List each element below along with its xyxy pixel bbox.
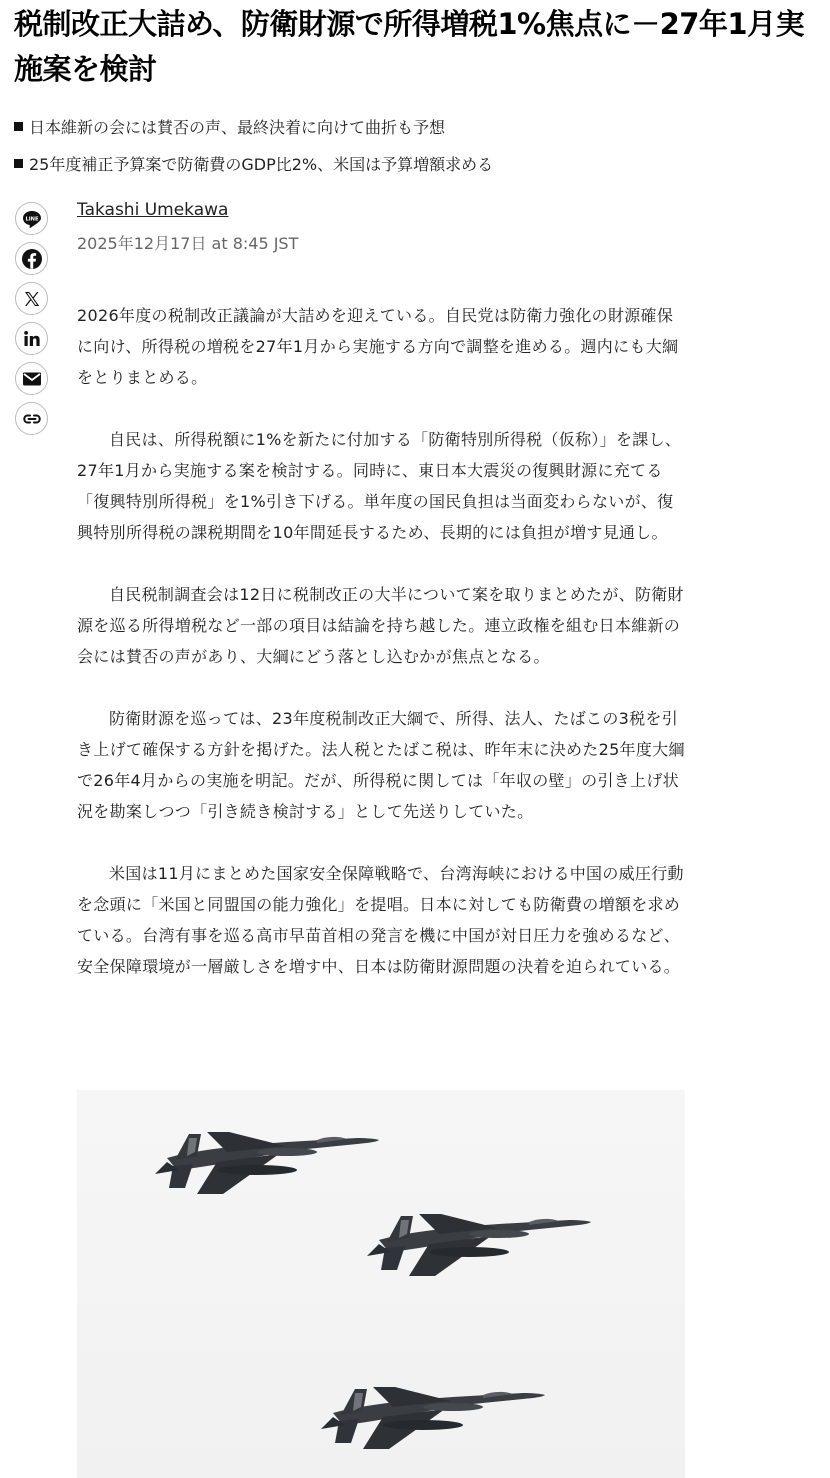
summary-bullets <box>14 108 493 182</box>
line-icon <box>21 208 43 230</box>
share-email-button[interactable] <box>15 362 48 395</box>
share-facebook-button[interactable] <box>15 242 48 275</box>
share-linkedin-button[interactable] <box>15 322 48 355</box>
bullet-square-icon <box>14 122 23 131</box>
share-toolbar <box>15 202 48 442</box>
link-icon <box>22 409 42 429</box>
summary-bullet: 日本維新の会には賛否の声、最終決着に向けて曲折も予想 <box>14 108 493 145</box>
summary-bullet: 25年度補正予算案で防衛費のGDP比2%、米国は予算増額求める <box>14 145 493 182</box>
copy-link-button[interactable] <box>15 402 48 435</box>
article-paragraph: 自民は、所得税額に1%を新たに付加する「防衛特別所得税（仮称）」を課し、27年1月から実施する案を検討する。同時に、東日本大震災の復興財源に充てる「復興特別所得税」を1%引き下げる。単年度の国民負担は当面変わらないが、復興特別所得税の課税期間を10年間延長するため、長期的には負担が増す見通し。 <box>77 430 682 542</box>
article-paragraph: 防衛財源を巡っては、23年度税制改正大綱で、所得、法人、たばこの3税を引き上げて確保する方針を掲げた。法人税とたばこ税は、昨年末に決めた25年度大綱で26年4月からの実施を明記。だが、所得税に関しては「年収の壁」の引き上げ状況を勘案しつつ「引き続き検討する」として先送りしていた。 <box>77 709 685 821</box>
article-paragraph: 米国は11月にまとめた国家安全保障戦略で、台湾海峡における中国の威圧行動を念頭に「米国と同盟国の能力強化」を提唱。日本に対しても防衛費の増額を求めている。台湾有事を巡る高市早苗首相の発言を機に中国が対日圧力を強めるなど、安全保障環境が一層厳しさを増す中、日本は防衛財源問題の決着を迫られている。 <box>77 864 684 976</box>
linkedin-icon <box>22 329 42 349</box>
share-x-button[interactable] <box>15 282 48 315</box>
fighter-jets-image <box>77 1090 685 1478</box>
share-line-button[interactable] <box>15 202 48 235</box>
article-paragraph: 自民税制調査会は12日に税制改正の大半について案を取りまとめたが、防衛財源を巡る所得増税など一部の項目は結論を持ち越した。連立政権を組む日本維新の会には賛否の声があり、大綱にどう落とし込むかが焦点となる。 <box>77 585 684 666</box>
facebook-icon <box>21 248 43 270</box>
article-headline: 税制改正大詰め、防衛財源で所得増税1%焦点に－27年1月実施案を検討 <box>14 7 805 86</box>
email-icon <box>21 368 43 390</box>
author-link[interactable]: Takashi Umekawa <box>77 200 229 220</box>
bullet-square-icon <box>14 159 23 168</box>
publish-date: 2025年12月17日 at 8:45 JST <box>77 234 299 253</box>
line-logo-text: LINE <box>24 215 39 222</box>
x-icon <box>22 289 42 309</box>
article-paragraph: 2026年度の税制改正議論が大詰めを迎えている。自民党は防衛力強化の財源確保に向け、所得税の増税を27年1月から実施する方向で調整を進める。週内にも大綱をとりまとめる。 <box>77 306 679 387</box>
article-photo <box>77 1090 685 1478</box>
article-body <box>77 300 687 1013</box>
